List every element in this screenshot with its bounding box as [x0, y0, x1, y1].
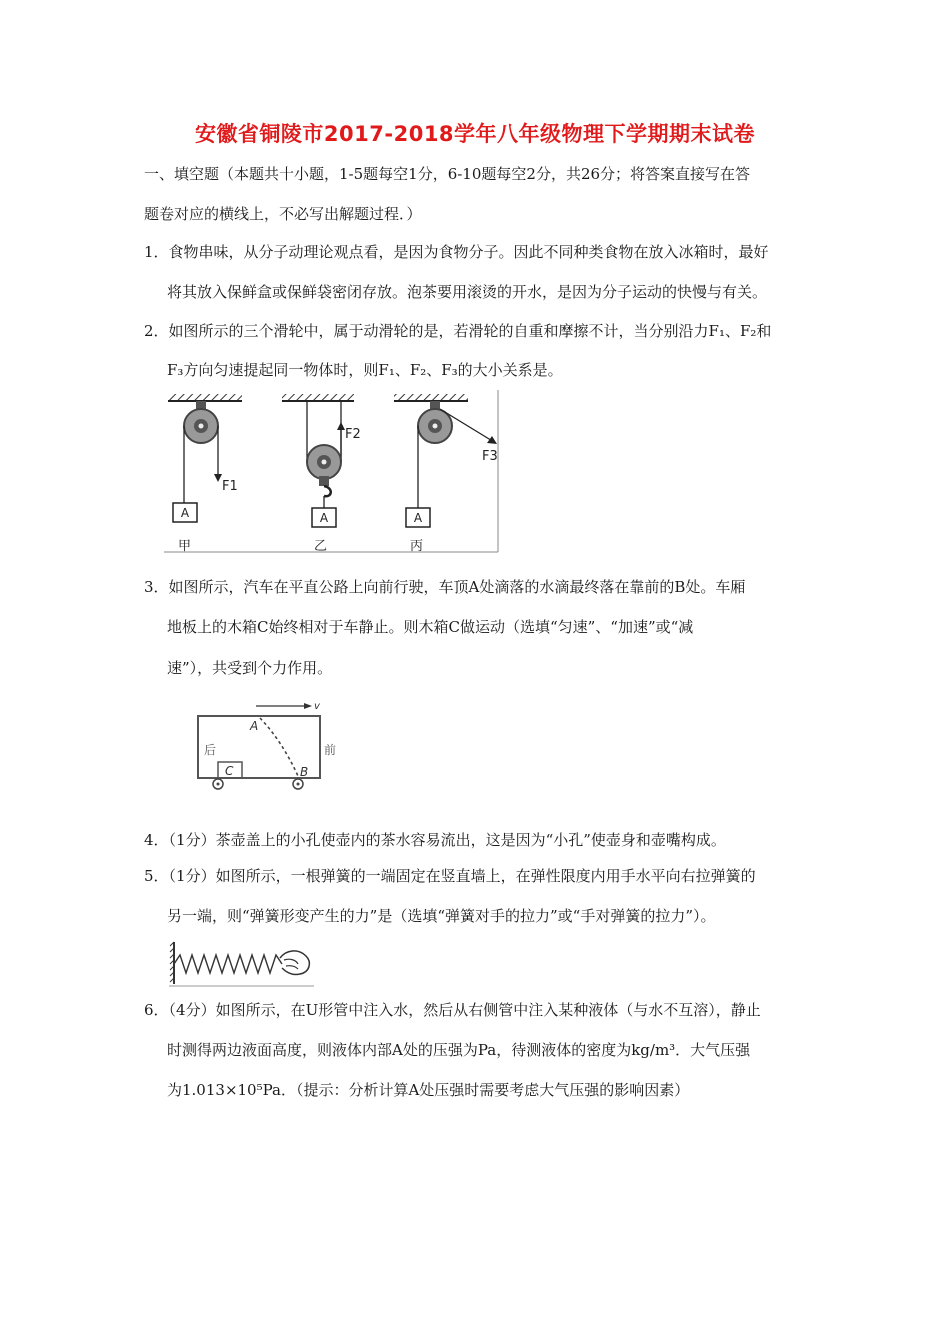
- car-figure: [170, 696, 350, 796]
- force-label-f1: F1: [222, 479, 238, 494]
- box-a-yi: A: [319, 511, 329, 525]
- question-3-line-1: 3．如图所示，汽车在平直公路上向前行驶，车顶A处滴落的水滴最终落在靠前的B处。车厢: [144, 578, 746, 596]
- pulley-jia: [168, 394, 242, 554]
- question-6-line-1: 6．（4分）如图所示，在U形管中注入水，然后从右侧管中注入某种液体（与水不互溶），静止: [144, 1001, 761, 1019]
- question-2-line-1: 2．如图所示的三个滑轮中，属于动滑轮的是，若滑轮的自重和摩擦不计，当分别沿力F₁、F₂和: [144, 322, 772, 340]
- force-label-f3: F3: [482, 449, 498, 464]
- question-2-line-2: F₃方向匀速提起同一物体时，则F₁、F₂、F₃的大小关系是。: [167, 361, 563, 379]
- section-instructions-line-2: 题卷对应的横线上，不必写出解题过程．）: [144, 205, 422, 223]
- pulley-bing: [394, 394, 498, 554]
- page-title: 安徽省铜陵市2017-2018学年八年级物理下学期期末试卷: [194, 122, 756, 146]
- box-c-label: C: [225, 764, 234, 778]
- caption-bing: 丙: [410, 539, 424, 554]
- velocity-label: v: [314, 701, 320, 712]
- question-6-line-2: 时测得两边液面高度，则液体内部A处的压强为Pa，待测液体的密度为kg/m³．大气压强: [167, 1041, 751, 1059]
- question-3-line-3: 速”），共受到个力作用。: [167, 659, 333, 677]
- section-instructions-line-1: 一、填空题（本题共十小题，1-5题每空1分，6-10题每空2分，共26分；将答案直接写在答: [144, 165, 751, 183]
- point-a-label: A: [250, 719, 259, 733]
- question-1-line-1: 1．食物串味，从分子动理论观点看，是因为食物分子。因此不同种类食物在放入冰箱时，最好: [144, 243, 769, 261]
- spring-figure: [168, 938, 316, 988]
- question-3-line-2: 地板上的木箱C始终相对于车静止。则木箱C做运动（选填“匀速”、“加速”或“减: [167, 618, 694, 636]
- box-a-jia: A: [180, 506, 190, 520]
- box-a-bing: A: [413, 511, 423, 525]
- point-b-label: B: [300, 765, 309, 779]
- question-6-line-3: 为1.013×10⁵Pa．（提示：分析计算A处压强时需要考虑大气压强的影响因素）: [167, 1081, 690, 1099]
- caption-yi: 乙: [314, 539, 328, 554]
- rear-label: 后: [204, 743, 217, 757]
- front-label: 前: [324, 743, 337, 757]
- question-5-line-1: 5．（1分）如图所示，一根弹簧的一端固定在竖直墙上，在弹性限度内用手水平向右拉弹簧的: [144, 867, 756, 885]
- pulley-yi: [282, 394, 361, 554]
- force-label-f2: F2: [345, 427, 361, 442]
- question-4-line-1: 4．（1分）茶壶盖上的小孔使壶内的茶水容易流出，这是因为“小孔”使壶身和壶嘴构成。: [144, 831, 726, 849]
- question-5-line-2: 另一端，则“弹簧形变产生的力”是（选填“弹簧对手的拉力”或“手对弹簧的拉力”）。: [167, 907, 716, 925]
- caption-jia: 甲: [178, 539, 192, 554]
- pulley-figure: [164, 388, 500, 556]
- question-1-line-2: 将其放入保鲜盒或保鲜袋密闭存放。泡茶要用滚烫的开水，是因为分子运动的快慢与有关。: [167, 283, 768, 301]
